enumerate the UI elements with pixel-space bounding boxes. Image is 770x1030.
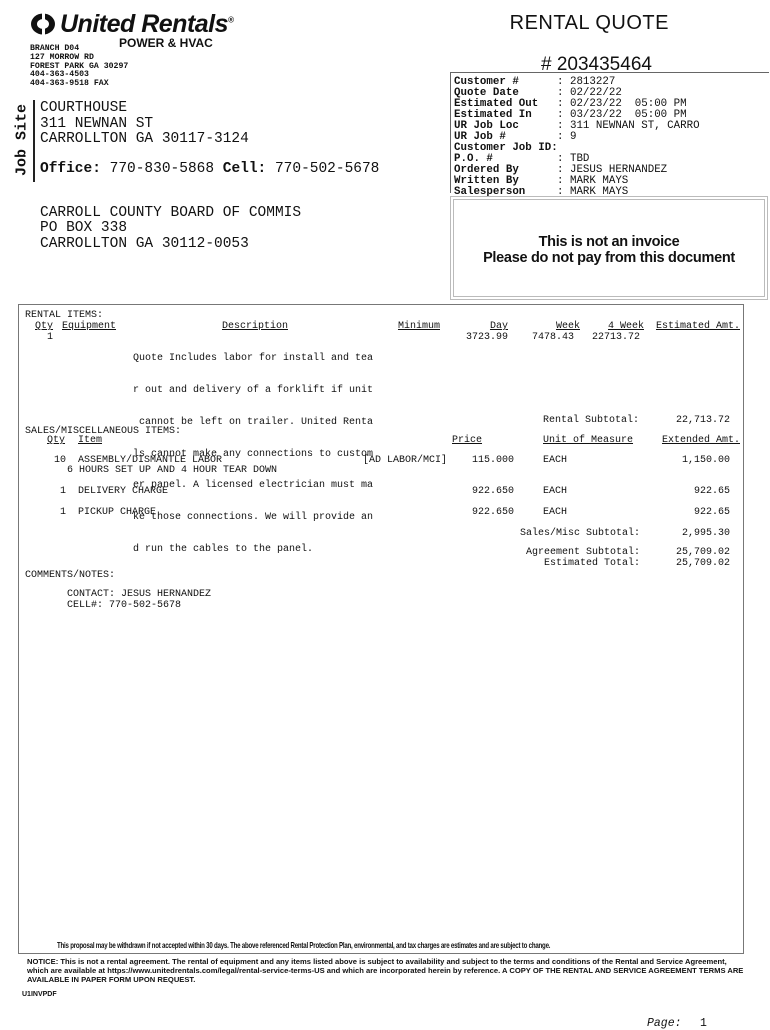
cell-phone: 770-502-5678: [274, 161, 380, 177]
rental-row-day-rate: 3723.99: [465, 332, 508, 343]
sales-subtotal-label: Sales/Misc Subtotal:: [519, 528, 640, 539]
description-line: r out and delivery of a forklift if unit: [133, 384, 374, 396]
customer-info-block: [450, 72, 769, 198]
sales-row-qty: 1: [59, 507, 66, 518]
branch-line: 404-363-9518 FAX: [30, 79, 109, 89]
branch-line: 127 MORROW RD: [30, 52, 94, 62]
form-id: U1INVPDF: [22, 991, 57, 998]
col-header-extended-amt: Extended Amt.: [661, 435, 740, 446]
info-row-po-number: P.O. # : TBD: [454, 153, 590, 165]
col-header-estimated-amt: Estimated Amt.: [655, 321, 740, 332]
estimated-total-label: Estimated Total:: [543, 558, 640, 569]
division-name: POWER & HVAC: [119, 36, 213, 50]
info-row-ordered-by: Ordered By : JESUS HERNANDEZ: [454, 164, 668, 176]
info-row-salesperson: Salesperson : MARK MAYS: [454, 186, 629, 198]
united-rentals-logo-icon: [30, 12, 60, 36]
sales-row-price: 922.650: [471, 507, 514, 518]
document-title: RENTAL QUOTE: [509, 12, 669, 34]
description-line: ke those connections. We will provide an: [133, 512, 374, 524]
rental-row-description: [133, 333, 373, 566]
info-row-customer-job-id: Customer Job ID:: [454, 142, 558, 154]
description-line: er panel. A licensed electrician must ma: [133, 480, 374, 492]
info-row-job-number: UR Job # : 9: [454, 131, 577, 143]
comments-cell: CELL#: 770-502-5678: [67, 600, 182, 611]
bill-to-name: CARROLL COUNTY BOARD OF COMMIS: [40, 205, 302, 221]
description-line: Quote Includes labor for install and tea: [133, 353, 374, 365]
branch-address: [30, 45, 128, 89]
line-items-frame: [18, 304, 744, 954]
sales-row-extended: 922.65: [693, 507, 730, 518]
sales-items-title: SALES/MISCELLANEOUS ITEMS:: [25, 426, 182, 437]
quote-number: # 203435464: [541, 54, 652, 75]
bill-to-city: CARROLLTON GA 30112-0053: [40, 236, 249, 252]
sales-row-item: ASSEMBLY/DISMANTLE LABOR: [78, 455, 223, 466]
rental-agreement-notice: NOTICE: This is not a rental agreement. The rental of equipment and any items listed above is subject to availability and subject to the terms and conditions of the Rental and Service Agreement, which are available at https://www.unitedrentals.com/legal/rental-service-terms-US and which are incorporated herein by reference. A COPY OF THE RENTAL AND SERVICE AGREEMENT TERMS ARE AVAILABLE IN PAPER FORM UPON REQUEST.: [27, 957, 744, 984]
info-row-estimated-in: Estimated In : 03/23/22 05:00 PM: [454, 109, 687, 121]
col-header-4-week: 4 Week: [607, 321, 644, 332]
sales-row-item: PICKUP CHARGE: [78, 507, 157, 518]
notice-line-2: Please do not pay from this document: [483, 250, 735, 266]
job-site-phones: [40, 161, 379, 177]
rental-items-title: RENTAL ITEMS:: [25, 310, 104, 321]
agreement-subtotal-value: 25,709.02: [675, 547, 730, 558]
company-name: United Rentals®: [60, 10, 234, 38]
page-label: Page:: [647, 1017, 682, 1030]
sales-row-unit: EACH: [543, 486, 568, 497]
comments-title: COMMENTS/NOTES:: [25, 570, 116, 581]
rental-subtotal-label: Rental Subtotal:: [543, 415, 640, 426]
sales-row-price: 115.000: [471, 455, 514, 466]
office-phone: 770-830-5868: [109, 161, 215, 177]
col-header-sales-qty: Qty: [47, 435, 66, 446]
rental-row-qty: 1: [47, 332, 54, 343]
col-header-description: Description: [221, 321, 288, 332]
rental-subtotal-value: 22,713.72: [675, 415, 730, 426]
office-phone-label: Office:: [40, 161, 101, 177]
sales-row-qty: 1: [59, 486, 66, 497]
agreement-subtotal-label: Agreement Subtotal:: [525, 547, 640, 558]
sales-row-item: DELIVERY CHARGE: [78, 486, 169, 497]
job-site-street: 311 NEWNAN ST: [40, 116, 154, 132]
branch-line: BRANCH D04: [30, 44, 80, 53]
sales-subtotal-value: 2,995.30: [681, 528, 730, 539]
job-site-city: CARROLLTON GA 30117-3124: [40, 131, 249, 147]
sales-row-qty: 10: [53, 455, 66, 466]
description-line: d run the cables to the panel.: [133, 543, 314, 555]
col-header-unit-of-measure: Unit of Measure: [543, 435, 634, 446]
sales-row-extended: 1,150.00: [681, 455, 730, 466]
col-header-day: Day: [489, 321, 508, 332]
col-header-price: Price: [452, 435, 483, 446]
sales-row-price: 922.650: [471, 486, 514, 497]
info-row-customer-number: Customer # : 2813227: [454, 76, 616, 88]
rental-row-4-week-rate: 22713.72: [591, 332, 640, 343]
col-header-equipment: Equipment: [62, 321, 117, 332]
sales-row-item-note: 6 HOURS SET UP AND 4 HOUR TEAR DOWN: [67, 465, 278, 476]
notice-line-1: This is not an invoice: [538, 234, 680, 250]
sales-row-code: [AD LABOR/MCI]: [363, 455, 448, 466]
col-header-week: Week: [555, 321, 580, 332]
col-header-item: Item: [78, 435, 103, 446]
branch-line: FOREST PARK GA 30297: [30, 61, 129, 71]
sales-row-unit: EACH: [543, 507, 568, 518]
proposal-disclaimer: This proposal may be withdrawn if not accepted within 30 days. The above referenced Rental Protection Plan, environmental, and tax charges are estimates and are subject to change.: [57, 940, 551, 950]
bill-to-street: PO BOX 338: [40, 220, 128, 236]
sales-row-unit: EACH: [543, 455, 568, 466]
job-site-name: COURTHOUSE: [40, 100, 128, 116]
info-row-quote-date: Quote Date : 02/22/22: [454, 87, 622, 99]
job-site-tag: Job Site: [13, 103, 31, 177]
not-invoice-notice: [450, 196, 768, 300]
cell-phone-label: Cell:: [222, 161, 267, 177]
description-line: ls cannot make any connections to custom: [133, 448, 374, 460]
col-header-minimum: Minimum: [397, 321, 440, 332]
branch-line: 404-363-4503: [30, 70, 89, 80]
job-site-divider: [33, 100, 35, 182]
sales-row-extended: 922.65: [693, 486, 730, 497]
page-number: 1: [700, 1017, 707, 1030]
comments-contact: CONTACT: JESUS HERNANDEZ: [67, 589, 212, 600]
rental-row-week-rate: 7478.43: [531, 332, 574, 343]
estimated-total-value: 25,709.02: [675, 558, 730, 569]
info-row-job-location: UR Job Loc : 311 NEWNAN ST, CARRO: [454, 120, 700, 132]
description-line: cannot be left on trailer. United Renta: [133, 416, 374, 428]
info-row-written-by: Written By : MARK MAYS: [454, 175, 629, 187]
info-row-estimated-out: Estimated Out : 02/23/22 05:00 PM: [454, 98, 687, 110]
col-header-qty: Qty: [35, 321, 54, 332]
